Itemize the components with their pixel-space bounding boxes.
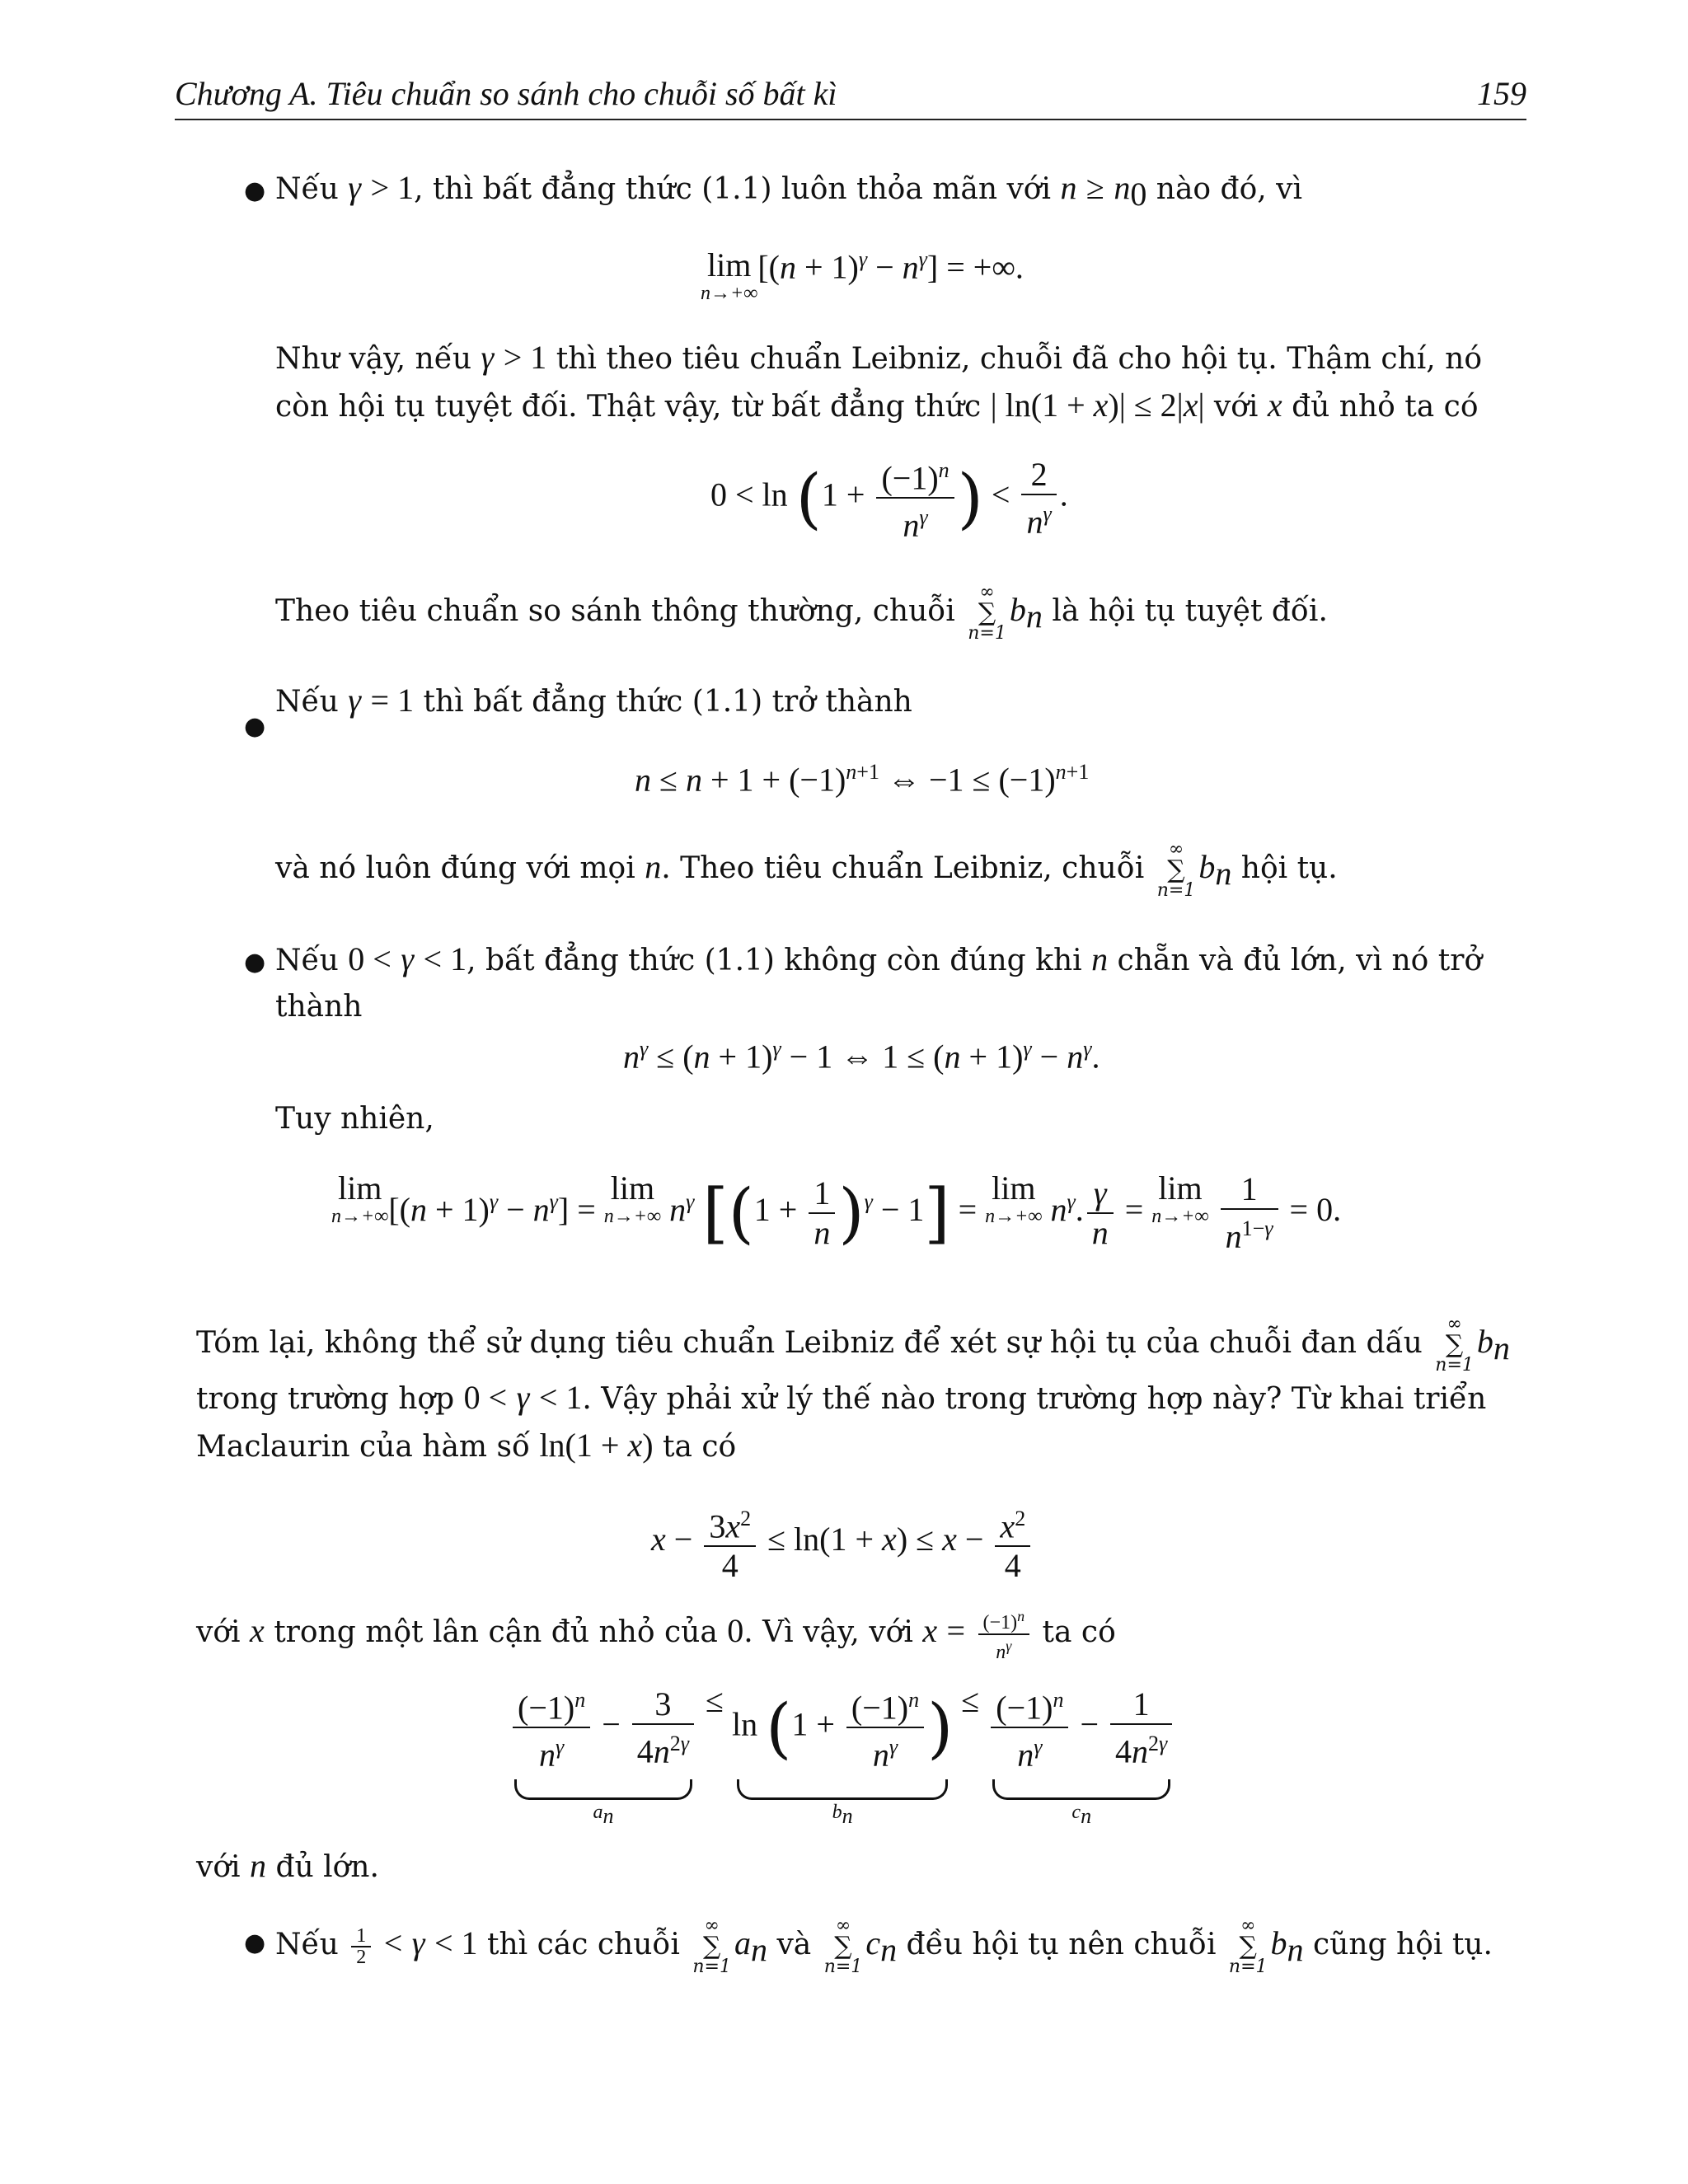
text-span: ta có (662, 1430, 737, 1464)
text-span: còn hội tụ tuyệt đối. Thật vậy, từ bất đẳng thức (275, 390, 982, 424)
text-span: thì các chuỗi (487, 1928, 680, 1961)
text-span: thành (275, 990, 363, 1024)
running-header (175, 74, 1526, 120)
paragraph-summary-line3: Maclaurin của hàm số ln(1 + x) ta có (196, 1427, 737, 1464)
equation-maclaurin: x − $\frac{3x^2}{4}$ ≤ ln(1 + x) ≤ x − $\frac{x^2}{4}$ (651, 1500, 1034, 1585)
page-number: 159 (1477, 75, 1526, 112)
text-span: Nếu (275, 172, 339, 206)
equation-limit-zero: lim n→+∞ $[(n + 1)^\gamma - n^\gamma]$ = lim n→+∞ $n^\gamma$ [(1 + $\frac{1}{n}$ )$^\gamma$ − 1] = lim n→+∞ $n^\gamma$. $\frac{\gamma}{n}$ = lim n→+∞ $\frac{1}{n^{1-\gamma}}$ = 0. (331, 1169, 1342, 1255)
equation-becomes: $n^\gamma \le (n + 1)^\gamma - 1$ ⇔ $1 \le (n + 1)^\gamma - n^\gamma$. (623, 1037, 1100, 1076)
text-span: đủ nhỏ ta có (1292, 390, 1479, 424)
text-span: . Vì vậy, với (743, 1615, 913, 1649)
equation-underbrace-bounds: $\frac{(-1)^n}{n^\gamma}$ − $\frac{3}{4n^{2\gamma}}$ $a_n$ ≤ ln (1 + $\frac{(-1)^n}{n^\gamma}$ ) $b_n$ ≤ $\frac{(-1)^n}{n^\gamma}$ − $\frac{1}{4n^{2\gamma}}$ $c_n$ (509, 1681, 1175, 1828)
text-span: là hội tụ tuyệt đối. (1052, 594, 1328, 628)
term-c-n: $\frac{(-1)^n}{n^\gamma}$ − $\frac{1}{4n^{2\gamma}}$ $c_n$ (987, 1681, 1175, 1828)
text-span: chẵn và đủ lớn, vì nó trở (1117, 944, 1483, 977)
text-span: , bất đẳng thức (1.1) không còn đúng khi (467, 944, 1082, 977)
bullet-continuation (275, 984, 363, 1030)
bullet-marker: ● (244, 948, 266, 977)
bullet-gamma-equals-one: Nếu γ = 1 thì bất đẳng thức (1.1) trở thành (275, 682, 912, 719)
bullet-marker: ● (244, 712, 266, 741)
text-span: thì bất đẳng thức (1.1) trở thành (423, 685, 912, 719)
text-span: trong trường hợp (196, 1382, 455, 1416)
bullet-marker: ● (244, 1929, 266, 1957)
text-span: với (196, 1615, 241, 1649)
paragraph-leibniz-convergent: Như vậy, nếu γ > 1 thì theo tiêu chuẩn Leibniz, chuỗi đã cho hội tụ. Thậm chí, nó (275, 339, 1483, 376)
text-span: Tuy nhiên, (275, 1102, 434, 1136)
text-span: trong một lân cận đủ nhỏ của (274, 1615, 718, 1649)
text-span: với (196, 1850, 241, 1884)
equation-log-bound: 0 < ln (1 + $\frac{(-1)^n}{n^\gamma}$ ) < $\frac{2}{n^\gamma}$ . (710, 452, 1068, 545)
chapter-title: Chương A. Tiêu chuẩn so sánh cho chuỗi số bất kì (175, 75, 837, 112)
text-span: , thì bất đẳng thức (1.1) luôn thỏa mãn với (414, 172, 1051, 206)
text-span: đều hội tụ nên chuỗi (906, 1928, 1217, 1961)
paragraph-n-large: với n đủ lớn. (196, 1847, 379, 1884)
bullet-gamma-half: Nếu $\frac{1}{2}$ < γ < 1 thì các chuỗi ∞ ∑ $n=1a_n$ và ∞ ∑ $n=1c_n$ đều hội tụ nên chuỗi ∞ ∑ $n=1b_n$ cũng hội tụ. (275, 1915, 1493, 1977)
text-span: và (776, 1928, 812, 1961)
paragraph-always-true: và nó luôn đúng với mọi n. Theo tiêu chuẩn Leibniz, chuỗi ∞ ∑ $n=1b_n$ hội tụ. (275, 839, 1338, 901)
header-rule (175, 119, 1526, 120)
equation-gamma-one: $n \le n + 1 + (-1)^{n+1}$ ⇔ $-1 \le (-1)^{n+1}$ (635, 760, 1090, 799)
text-span: Nếu (275, 944, 339, 977)
bullet-gamma-between: Nếu 0 < γ < 1, bất đẳng thức (1.1) không còn đúng khi n chẵn và đủ lớn, vì nó trở (275, 940, 1483, 977)
equation-limit-infinity: lim n→+∞ $[(n + 1)^\gamma - n^\gamma]$ = +∞. (701, 246, 1024, 304)
text-span: cũng hội tụ. (1312, 1928, 1493, 1961)
text-span: Maclaurin của hàm số (196, 1430, 530, 1464)
text-span: Nếu (275, 1928, 339, 1961)
text-span: đủ lớn. (275, 1850, 379, 1884)
text-span: hội tụ. (1240, 851, 1338, 885)
text-span: nào đó, vì (1156, 172, 1302, 206)
paragraph-absolute: còn hội tụ tuyệt đối. Thật vậy, từ bất đẳng thức | ln(1 + x)| ≤ 2|x| với x đủ nhỏ ta có (275, 387, 1479, 424)
paragraph-summary-line1: Tóm lại, không thể sử dụng tiêu chuẩn Leibniz để xét sự hội tụ của chuỗi đan dấu ∞ ∑ $n=1b_n$ (196, 1314, 1510, 1376)
text-span: thì theo tiêu chuẩn Leibniz, chuỗi đã cho hội tụ. Thậm chí, nó (556, 342, 1483, 376)
paragraph-however (275, 1096, 434, 1142)
text-span: với (1213, 390, 1259, 424)
text-span: Theo tiêu chuẩn so sánh thông thường, chuỗi (275, 594, 955, 628)
term-b-n: ln (1 + $\frac{(-1)^n}{n^\gamma}$ ) $b_n$ (732, 1681, 953, 1828)
text-span: và nó luôn đúng với mọi (275, 851, 635, 885)
bullet-marker: ● (244, 176, 266, 205)
text-span: Như vậy, nếu (275, 342, 472, 376)
text-span: . Theo tiêu chuẩn Leibniz, chuỗi (661, 851, 1145, 885)
paragraph-neighborhood: với x trong một lân cận đủ nhỏ của 0. Vì vậy, với x = $\frac{(-1)^n}{n^\gamma}$ ta có (196, 1605, 1116, 1663)
text-span: Nếu (275, 685, 339, 719)
bullet-gamma-greater-one: Nếu γ > 1, thì bất đẳng thức (1.1) luôn thỏa mãn với $n \ge n_0$ nào đó, vì (275, 169, 1302, 213)
paragraph-summary-line2: trong trường hợp 0 < γ < 1. Vậy phải xử lý thế nào trong trường hợp này? Từ khai triển (196, 1379, 1487, 1416)
text-span: . Vậy phải xử lý thế nào trong trường hợp này? Từ khai triển (582, 1382, 1487, 1416)
term-a-n: $\frac{(-1)^n}{n^\gamma}$ − $\frac{3}{4n^{2\gamma}}$ $a_n$ (509, 1681, 697, 1828)
text-span: ta có (1042, 1615, 1116, 1649)
text-span: Tóm lại, không thể sử dụng tiêu chuẩn Leibniz để xét sự hội tụ của chuỗi đan dấu (196, 1326, 1423, 1360)
paragraph-comparison: Theo tiêu chuẩn so sánh thông thường, chuỗi ∞ ∑ $n=1b_n$ là hội tụ tuyệt đối. (275, 582, 1328, 644)
